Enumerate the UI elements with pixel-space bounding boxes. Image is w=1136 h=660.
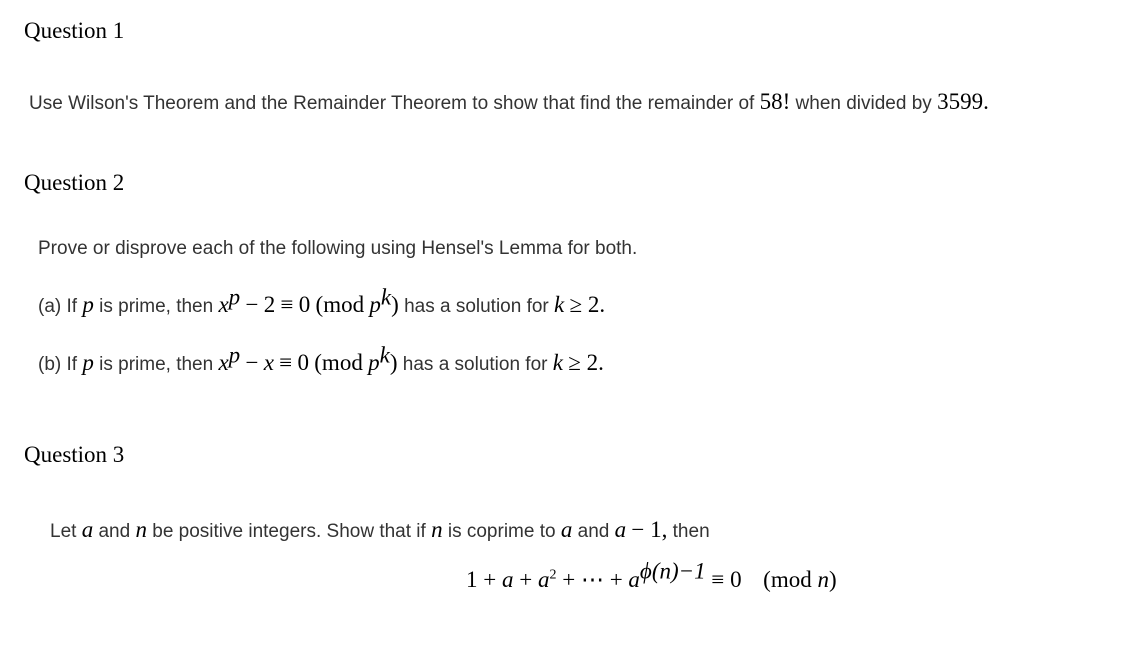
q2b-equiv: ≡ [279, 350, 293, 375]
q2a-minus: − [245, 292, 259, 317]
q2b-sup-k: k [379, 342, 390, 368]
q2b-p: p [82, 350, 94, 375]
q2b-minus: − [245, 350, 259, 375]
q3-be-positive: be positive integers. Show that if [152, 521, 426, 542]
eq-sup-2: 2 [549, 567, 557, 583]
q2b-label: (b) If [38, 354, 78, 375]
q2a-sup-k: k [380, 284, 392, 310]
q2a-p2: p [369, 292, 381, 317]
q2b-x: x [218, 350, 229, 375]
eq-sup-phi: ϕ(n)−1 [639, 558, 706, 584]
q3-a2: a [560, 517, 573, 542]
q2b-mod: (mod [314, 350, 363, 375]
q1-num-58: 58! [759, 89, 791, 114]
q2a-sup-p: p [228, 284, 241, 310]
q2b-is-prime: is prime, then [99, 354, 214, 375]
q2b-k: k [552, 350, 563, 375]
q2a-is-prime: is prime, then [99, 296, 214, 317]
question-3-text [50, 517, 710, 543]
q2a-mod: (mod [315, 292, 365, 317]
q2a-p: p [82, 292, 94, 317]
q2a-equiv: ≡ [280, 292, 294, 317]
q2b-has-solution: has a solution for [402, 354, 548, 375]
q3-n2: n [431, 517, 443, 542]
question-2-part-a [38, 284, 606, 318]
q2a-geq: ≥ 2. [569, 292, 606, 317]
eq-dots: + ⋯ + [562, 567, 623, 592]
q2a-label: (a) If [38, 296, 78, 317]
q2a-term: 2 [263, 292, 276, 317]
question-1-heading: Question 1 [24, 18, 125, 43]
question-2-heading: Question 2 [24, 170, 125, 195]
eq-mod-close: ) [828, 567, 837, 592]
eq-mod-open: (mod [763, 567, 812, 592]
q3-and2: and [577, 521, 610, 542]
q2b-term: x [263, 350, 274, 375]
q1-text-a: Use Wilson's Theorem and the Remainder Theorem to show that find the remainder of [29, 93, 755, 114]
q1-num-3599: 3599. [937, 89, 989, 114]
question-3-equation [466, 558, 837, 593]
q3-a: a [81, 517, 94, 542]
q3-a3: a [614, 517, 627, 542]
eq-a1: a [501, 567, 514, 592]
question-1-text [29, 89, 989, 115]
q2a-zero: 0 [298, 292, 311, 317]
q2b-geq: ≥ 2. [568, 350, 604, 375]
question-3-heading: Question 3 [24, 442, 125, 467]
eq-a2: a [537, 567, 550, 592]
q2a-k: k [554, 292, 565, 317]
q2a-close: ) [391, 292, 399, 317]
eq-n: n [817, 567, 829, 592]
eq-plus1: + [519, 567, 533, 592]
q2b-p2: p [368, 350, 380, 375]
question-2-part-b [38, 342, 604, 376]
eq-equiv: ≡ 0 [711, 567, 742, 592]
q3-minus-one: − 1, [631, 517, 668, 542]
q2b-zero: 0 [297, 350, 309, 375]
q3-then: then [672, 521, 710, 542]
q1-text-b: when divided by [795, 93, 932, 114]
q3-and: and [98, 521, 131, 542]
q2b-sup-p: p [228, 342, 241, 368]
q2b-close: ) [389, 350, 398, 375]
q3-is-coprime: is coprime to [447, 521, 556, 542]
q3-n: n [135, 517, 147, 542]
q2a-has-solution: has a solution for [404, 296, 549, 317]
q2a-x: x [218, 292, 229, 317]
q3-let: Let [50, 521, 77, 542]
eq-lhs-start: 1 + [466, 567, 497, 592]
eq-a3: a [628, 567, 640, 592]
question-2-intro: Prove or disprove each of the following using Hensel's Lemma for both. [38, 238, 638, 259]
